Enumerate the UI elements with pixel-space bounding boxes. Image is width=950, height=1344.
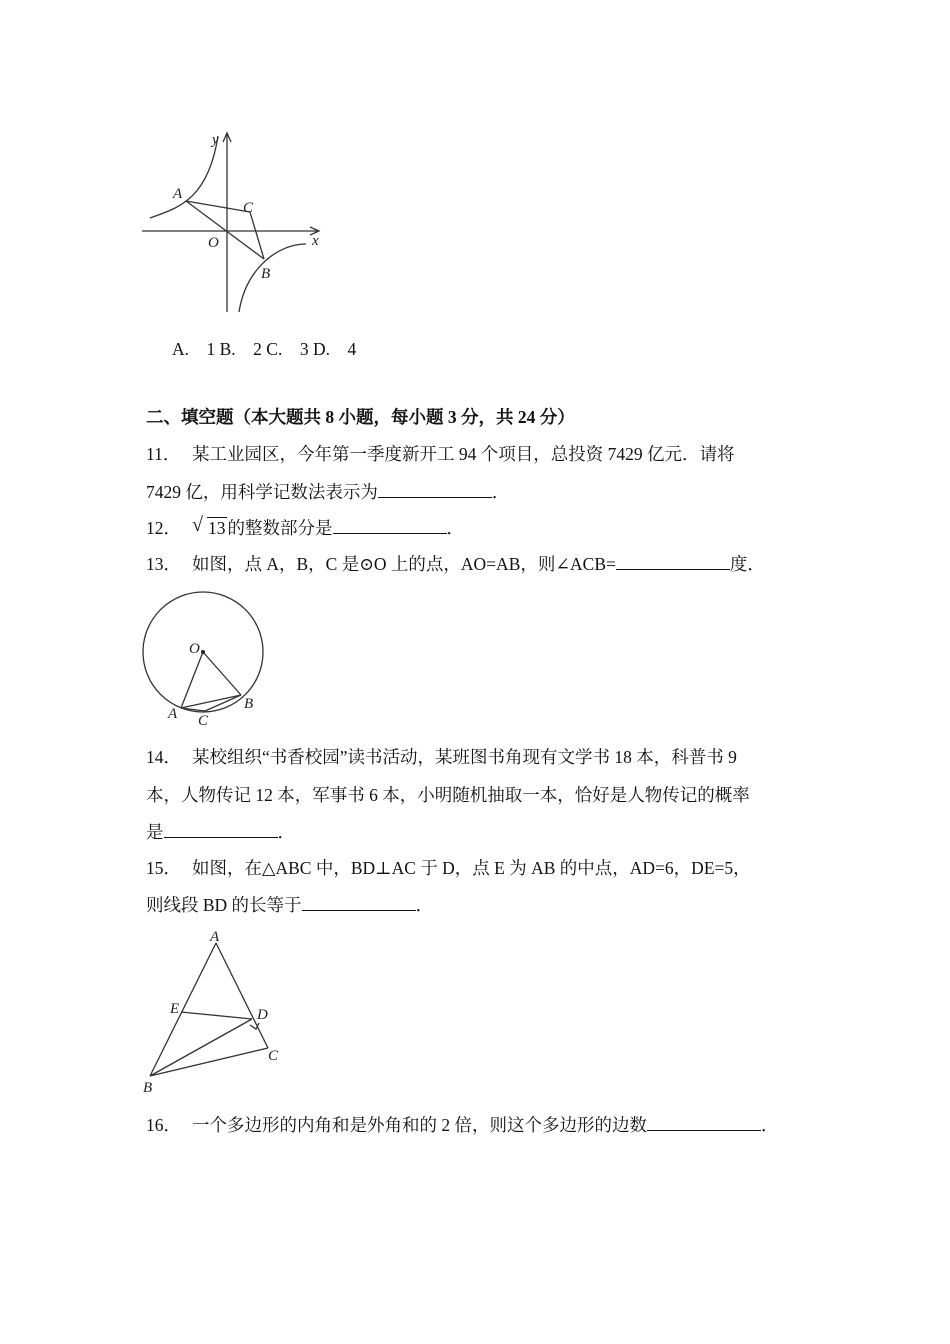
answer-blank[interactable]	[647, 1113, 761, 1131]
section-2-title: 二、填空题（本大题共 8 小题，每小题 3 分，共 24 分）	[146, 407, 575, 427]
label-b: B	[261, 266, 271, 282]
question-15-line-2	[146, 892, 433, 917]
label-o: O	[208, 235, 219, 251]
question-13	[146, 551, 765, 576]
sqrt-expression	[192, 514, 227, 539]
question-15-line-1	[146, 855, 751, 880]
question-punct: 度．	[729, 554, 765, 574]
segment-ab	[181, 695, 241, 708]
label-c: C	[268, 1048, 279, 1064]
question-14-line-3	[146, 819, 295, 844]
label-b: B	[143, 1080, 153, 1096]
label-o: O	[189, 641, 200, 657]
answer-blank[interactable]	[333, 516, 447, 534]
question-number: 14．	[146, 747, 181, 767]
question-number: 13．	[146, 554, 181, 574]
segment-ac	[216, 943, 268, 1048]
label-b: B	[244, 696, 254, 712]
label-a: A	[173, 186, 183, 202]
question-text: 某校组织“书香校园”读书活动，某班图书角现有文学书 18 本，科普书 9	[192, 747, 737, 767]
question-text: 如图，在△ABC 中，BD⊥AC 于 D，点 E 为 AB 的中点，AD=6，DE=5，	[192, 858, 751, 878]
question-text: 的整数部分是	[227, 518, 333, 538]
question-16	[146, 1112, 779, 1137]
q10-coordinate-figure	[138, 128, 338, 318]
answer-blank[interactable]	[616, 552, 730, 570]
question-12	[146, 515, 464, 540]
question-punct: ．	[761, 1115, 779, 1135]
question-text: 某工业园区，今年第一季度新开工 94 个项目，总投资 7429 亿元．请将	[192, 444, 735, 464]
answer-blank[interactable]	[164, 820, 278, 838]
center-point	[201, 650, 205, 654]
question-11-line-2	[146, 479, 509, 504]
question-text: 一个多边形的内角和是外角和的 2 倍，则这个多边形的边数	[192, 1115, 647, 1135]
question-text: 则线段 BD 的长等于	[146, 895, 302, 915]
hyperbola-branch-upper-left	[150, 136, 218, 218]
question-number: 15．	[146, 858, 181, 878]
question-text: 是	[146, 822, 164, 842]
label-d: D	[257, 1007, 268, 1023]
segment-ed	[181, 1012, 252, 1019]
answer-blank[interactable]	[378, 480, 492, 498]
label-a: A	[168, 706, 178, 722]
question-number: 12．	[146, 518, 181, 538]
question-text: 如图，点 A，B，C 是⊙O 上的点，AO=AB，则∠ACB=	[192, 554, 616, 574]
question-punct: ．	[491, 482, 510, 502]
question-text: 7429 亿，用科学记数法表示为	[146, 482, 378, 502]
question-11-line-1	[146, 441, 735, 466]
label-c: C	[198, 713, 209, 729]
segment-bd	[150, 1019, 252, 1076]
question-punct: ．	[277, 822, 295, 842]
label-a: A	[210, 929, 220, 945]
segment-cb	[250, 212, 264, 259]
label-c: C	[243, 200, 254, 216]
question-punct: ．	[446, 518, 464, 538]
answer-blank[interactable]	[302, 893, 416, 911]
question-number: 16．	[146, 1115, 181, 1135]
question-14-line-1	[146, 744, 737, 769]
radical-sign: √	[192, 514, 203, 536]
q10-options: A. 1 B. 2 C. 3 D. 4	[172, 339, 357, 359]
label-y: y	[212, 132, 219, 148]
label-x: x	[312, 233, 319, 249]
q15-triangle-figure	[138, 926, 298, 1098]
label-e: E	[170, 1001, 180, 1017]
q13-circle-figure	[138, 586, 278, 731]
question-14-line-2: 本，人物传记 12 本，军事书 6 本，小明随机抽取一本，恰好是人物传记的概率	[146, 785, 750, 805]
question-number: 11．	[146, 444, 181, 464]
segment-ac	[186, 201, 250, 212]
hyperbola-branch-lower-right	[239, 244, 306, 312]
segment-bc	[150, 1048, 268, 1076]
segment-ab	[150, 943, 216, 1076]
radicand: 13	[208, 518, 226, 538]
segment-ob	[203, 652, 241, 695]
question-punct: ．	[415, 895, 434, 915]
segment-oa	[181, 652, 203, 708]
